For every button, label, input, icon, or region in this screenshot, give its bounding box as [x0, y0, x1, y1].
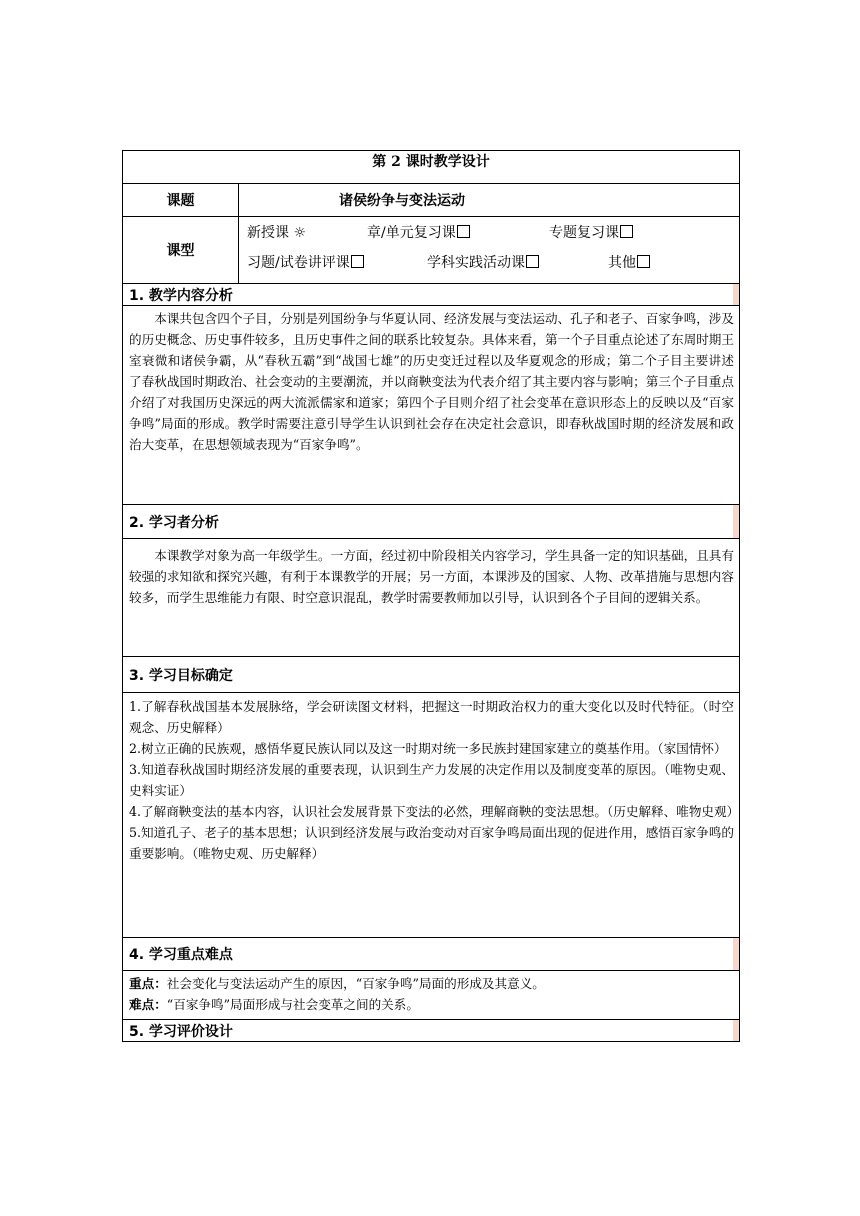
section-4-content — [123, 971, 740, 1020]
type-option-chapter-review[interactable] — [367, 222, 549, 242]
key-point — [129, 973, 734, 994]
type-option-label: 其他 — [608, 255, 636, 271]
section-4-header — [123, 938, 740, 971]
section-heading: 2. 学习者分析 — [129, 514, 219, 531]
lesson-plan-page — [122, 150, 739, 1042]
type-option-label: 习题/试卷讲评课 — [247, 255, 350, 271]
section-3-header — [123, 657, 740, 693]
topic-label: 课题 — [123, 184, 239, 217]
learning-goals — [123, 693, 739, 864]
section-heading: 5. 学习评价设计 — [129, 1023, 233, 1040]
section-heading: 3. 学习目标确定 — [129, 667, 233, 684]
checkbox-icon[interactable] — [526, 255, 539, 268]
type-option-label: 学科实践活动课 — [427, 255, 525, 271]
difficult-point — [129, 994, 734, 1015]
lesson-plan-table — [122, 150, 740, 1042]
header-shading — [733, 284, 739, 305]
learner-analysis-text: 本课教学对象为高一年级学生。一方面，经过初中阶段相关内容学习，学生具备一定的知识基础，且具有较强的求知欲和探究兴趣，有利于本课教学的开展；另一方面，本课涉及的国家、人物、改革措施与思想内容较多，而学生思维能力有限、时空意识混乱，教学时需要教师加以引导，认识到各个子目间的逻辑关系。 — [129, 548, 734, 605]
checkbox-icon[interactable] — [620, 225, 633, 238]
goal-item: 3.知道春秋战国时期经济发展的重要表现，认识到生产力发展的决定作用以及制度变革的原因。（唯物史观、史料实证） — [129, 762, 734, 798]
type-option-other[interactable] — [608, 252, 650, 272]
goal-item: 4.了解商鞅变法的基本内容，认识社会发展背景下变法的必然，理解商鞅的变法思想。（历史解释、唯物史观） — [129, 804, 740, 819]
section-1-content — [123, 306, 740, 505]
section-heading: 4. 学习重点难点 — [129, 947, 233, 963]
type-row-1 — [239, 217, 739, 247]
header-shading — [733, 505, 739, 538]
topic-value: 诸侯纷争与变法运动 — [239, 184, 740, 217]
header-shading — [733, 938, 739, 970]
type-option-label: 新授课 — [247, 225, 289, 241]
key-difficult-points — [123, 971, 739, 1015]
section-2-header — [123, 505, 740, 539]
section-heading: 1. 教学内容分析 — [129, 287, 233, 304]
section-1-header — [123, 284, 740, 306]
checkbox-icon[interactable] — [637, 255, 650, 268]
content-analysis-text: 本课共包含四个子目，分别是列国纷争与华夏认同、经济发展与变法运动、孔子和老子、百家争鸣，涉及的历史概念、历史事件较多，且历史事件之间的联系比较复杂。具体来看，第一个子目重点论述了东周时期王室衰微和诸侯争霸，从“春秋五霸”到“战国七雄”的历史变迁过程以及华夏观念的形成；第二个子目主要讲述了春秋战国时期政治、社会变动的主要潮流，并以商鞅变法为代表介绍了其主要内容与影响；第三个子目重点介绍了对我国历史深远的两大流派儒家和道家；第四个子目则介绍了社会变革在意识形态上的反映以及“百家争鸣”局面的形成。教学时需要注意引导学生认识到社会存在决定社会意识，即春秋战国时期的经济发展和政治大变革，在思想领域表现为“百家争鸣”。 — [129, 311, 734, 452]
goal-item: 5.知道孔子、老子的基本思想；认识到经济发展与政治变动对百家争鸣局面出现的促进作用，感悟百家争鸣的重要影响。（唯物史观、历史解释） — [129, 825, 734, 861]
type-option-practice[interactable] — [427, 252, 608, 272]
difficult-point-label: 难点： — [129, 997, 167, 1012]
selected-mark-icon: ☼ — [293, 225, 307, 241]
key-point-label: 重点： — [129, 976, 167, 991]
section-3-content — [123, 693, 740, 938]
type-option-label: 专题复习课 — [549, 225, 619, 241]
type-option-exercise-review[interactable] — [247, 252, 427, 272]
difficult-point-text: “百家争鸣”局面形成与社会变革之间的关系。 — [166, 997, 419, 1012]
goal-item: 1.了解春秋战国基本发展脉络，学会研读图文材料，把握这一时期政治权力的重大变化以及时代特征。（时空观念、历史解释） — [129, 699, 734, 735]
checkbox-icon[interactable] — [457, 225, 470, 238]
type-option-new[interactable] — [247, 222, 367, 242]
checkbox-icon[interactable] — [351, 255, 364, 268]
type-option-topic-review[interactable] — [549, 222, 633, 242]
type-row-2 — [239, 247, 739, 277]
document-title: 第 2 课时教学设计 — [123, 151, 740, 184]
goal-item: 2.树立正确的民族观，感悟华夏民族认同以及这一时期对统一多民族封建国家建立的奠基作用。（家国情怀） — [129, 741, 727, 756]
section-5-header — [123, 1020, 740, 1042]
type-label: 课型 — [123, 217, 239, 284]
section-2-content — [123, 539, 740, 657]
key-point-text: 社会变化与变法运动产生的原因，“百家争鸣”局面的形成及其意义。 — [166, 976, 545, 991]
header-shading — [733, 1020, 739, 1041]
type-option-label: 章/单元复习课 — [367, 225, 456, 241]
lesson-type-options — [239, 217, 740, 284]
